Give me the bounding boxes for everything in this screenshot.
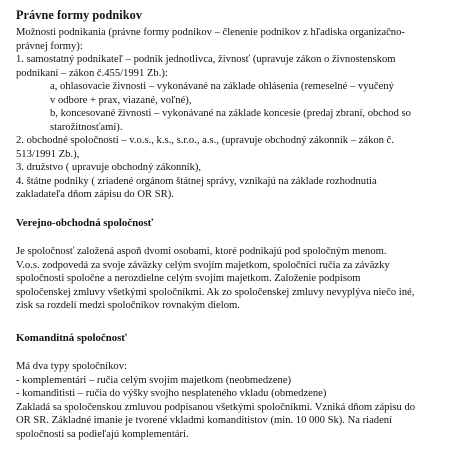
section-vos-body-line: V.o.s. zodpovedá za svoje záväzky celým svojím majetkom, spoločníci ručia za záväzky	[16, 259, 390, 271]
intro-line: podnikaní – zákon č.455/1991 Zb.):	[16, 67, 168, 79]
sub-item-a-line: a, ohlasovacie živnosti – vykonávané na základe ohlásenia (remeselné – vyučený	[50, 81, 394, 92]
section-heading-ks: Komanditná spoločnosť	[16, 332, 127, 344]
section-ks-body-line: Má dva typy spoločníkov:	[16, 361, 127, 372]
section-ks-body-line: Zakladá sa spoločenskou zmluvou podpísanou všetkými spoločníkmi. Vzniká dňom zápisu do	[16, 401, 416, 413]
sub-item-b-line: b, koncesované živnosti – vykonávané na základe koncesie (predaj zbraní, obchod so	[50, 108, 411, 119]
list-item-line: 3. družstvo ( upravuje obchodný zákonník),	[16, 162, 202, 173]
document-title: Právne formy podnikov	[16, 8, 143, 22]
section-vos-body-line: Je spoločnosť založená aspoň dvomi osobami, ktoré podnikajú pod spoločným menom.	[16, 246, 387, 257]
section-heading-vos: Verejno-obchodná spoločnosť	[16, 217, 154, 229]
intro-line: 1. samostatný podnikateľ – podnik jednotlivca, živnosť (upravuje zákon o živnostenskom	[16, 54, 396, 65]
list-item-line: 2. obchodné spoločnosti – v.o.s., k.s., s.r.o., a.s., (upravuje obchodný zákonník – zákon č.	[16, 135, 394, 146]
section-ks-body-line: - komplementári – ručia celým svojím majetkom (neobmedzene)	[16, 374, 292, 386]
section-ks-body-line: - komanditisti – ručia do výšky svojho nesplateného vkladu (obmedzene)	[16, 388, 327, 399]
list-item-line: zakladateľa dňom zápisu do OR SR).	[16, 189, 174, 200]
sub-item-b-line: starožitnosťami).	[50, 121, 123, 133]
intro-line: právnej formy):	[16, 40, 83, 52]
section-vos-body-line: zisk sa rozdelí medzi spoločníkov rovnakým dielom.	[16, 300, 240, 311]
section-vos-body-line: spoločenskej zmluvy všetkými spoločníkmi. Ak zo spoločenskej zmluvy nevyplýva niečo iné,	[16, 286, 415, 298]
list-item-line: 4. štátne podniky ( zriadené orgánom štátnej správy, vznikajú na základe rozhodnutia	[16, 175, 377, 187]
intro-line: Možnosti podnikania (právne formy podnikov – členenie podnikov z hľadiska organizačno-	[16, 27, 405, 38]
section-ks-body-line: OR SR. Základné imanie je tvorené vkladmi komanditistov (min. 10 000 Sk). Na riadení	[16, 415, 393, 426]
list-item-line: 513/1991 Zb.),	[16, 148, 80, 160]
sub-item-a-line: v odbore + prax, viazané, voľné),	[50, 94, 192, 106]
section-ks-body-line: spoločnosti sa podieľajú komplementári.	[16, 428, 189, 440]
section-vos-body-line: spoločnosti spoločne a nerozdielne celým svojím majetkom. Založenie podpisom	[16, 273, 361, 284]
